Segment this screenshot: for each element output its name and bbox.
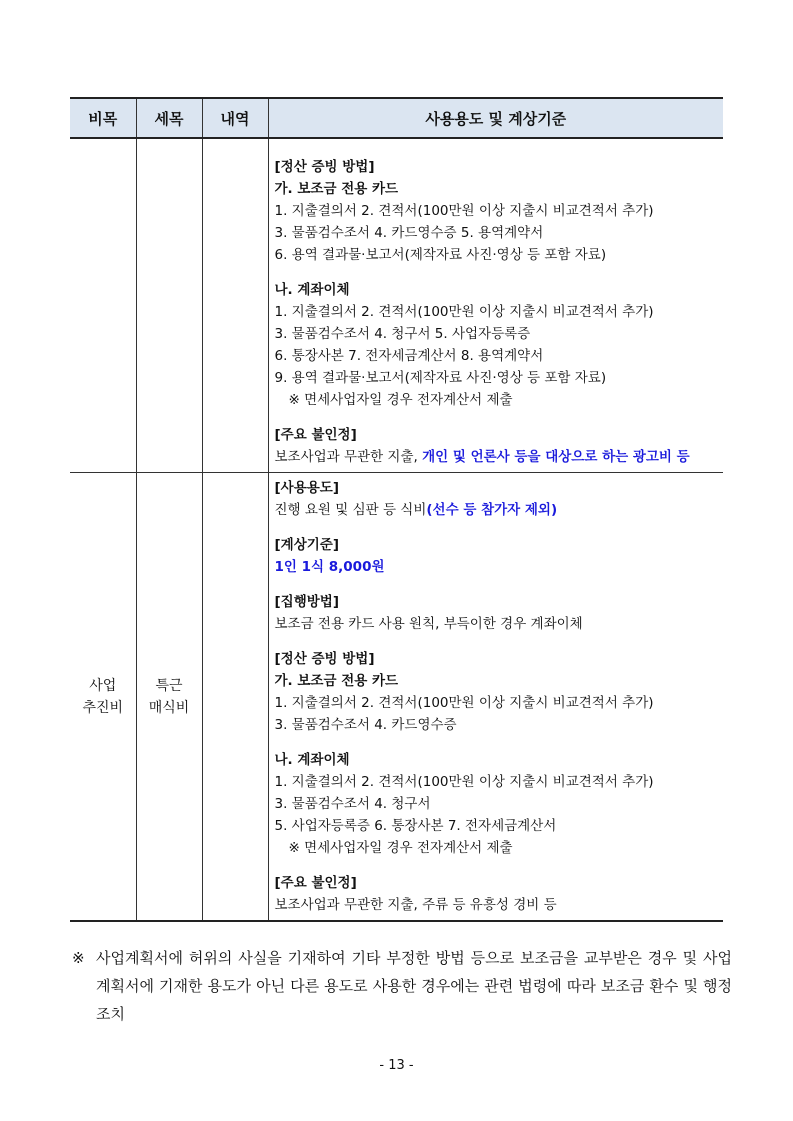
budget-table [70,97,723,922]
list-item: 3. 물품검수조서 4. 청구서 [274,796,431,812]
table-row [70,473,723,922]
table-header-row [70,98,723,138]
basis-value: 1인 1식 8,000원 [274,559,385,575]
list-item: 3. 물품검수조서 4. 청구서 5. 사업자등록증 [274,326,531,342]
card-method-title: 가. 보조금 전용 카드 [274,181,399,197]
tax-exempt-note: ※ 면세사업자일 경우 전자계산서 제출 [288,840,513,856]
card-method-title: 가. 보조금 전용 카드 [274,673,399,689]
header-subcategory: 세목 [136,98,202,138]
list-item: 5. 사업자등록증 6. 통장사본 7. 전자세금계산서 [274,818,557,834]
ineligible-text [275,446,720,468]
row2-content-cell [268,473,723,922]
list-item: 1. 지출결의서 2. 견적서(100만원 이상 지출시 비교견적서 추가) [274,203,654,219]
ineligible-plain: 보조사업과 무관한 지출, [274,449,423,465]
transfer-method-title: 나. 계좌이체 [274,282,350,298]
transfer-method-title: 나. 계좌이체 [274,752,350,768]
row1-content-cell [268,138,723,473]
table-row [70,138,723,473]
usage-plain: 진행 요원 및 심판 등 식비 [274,502,427,518]
exec-heading: [집행방법] [274,594,340,610]
header-usage-criteria: 사용용도 및 계상기준 [268,98,723,138]
ineligible-text: 보조사업과 무관한 지출, 주류 등 유흥성 경비 등 [274,897,557,913]
subcategory-label: 특근 매식비 [148,677,190,716]
row1-item-cell [202,138,268,473]
ineligible-heading: [주요 불인정] [274,427,357,443]
tax-exempt-note: ※ 면세사업자일 경우 전자계산서 제출 [288,392,513,408]
category-label: 사업 추진비 [82,677,124,716]
header-category: 비목 [70,98,136,138]
row1-subcategory-cell [136,138,202,473]
usage-highlight: (선수 등 참가자 제외) [426,502,558,518]
list-item: 6. 용역 결과물·보고서(제작자료 사진·영상 등 포함 자료) [274,247,607,263]
footnote-mark: ※ [72,949,85,967]
row2-category-cell [70,473,136,922]
exec-text: 보조금 전용 카드 사용 원칙, 부득이한 경우 계좌이체 [274,616,583,632]
list-item: 1. 지출결의서 2. 견적서(100만원 이상 지출시 비교견적서 추가) [274,695,654,711]
footnote-text: 사업계획서에 허위의 사실을 기재하여 기타 부정한 방법 등으로 보조금을 교부받은 경우 및 사업계획서에 기재한 용도가 아닌 다른 용도로 사용한 경우에는 관련 법령에 따라 보조금 환수 및 행정조치 [96,949,732,1023]
settlement-heading: [정산 증빙 방법] [274,159,375,175]
list-item: 3. 물품검수조서 4. 카드영수증 5. 용역계약서 [274,225,544,241]
usage-text [275,499,720,521]
list-item: 6. 통장사본 7. 전자세금계산서 8. 용역계약서 [274,348,544,364]
usage-heading: [사용용도] [274,480,340,496]
row1-category-cell [70,138,136,473]
list-item: 3. 물품검수조서 4. 카드영수증 [274,717,457,733]
list-item: 1. 지출결의서 2. 견적서(100만원 이상 지출시 비교견적서 추가) [274,774,654,790]
settlement-heading: [정산 증빙 방법] [274,651,375,667]
list-item: 1. 지출결의서 2. 견적서(100만원 이상 지출시 비교견적서 추가) [274,304,654,320]
header-item: 내역 [202,98,268,138]
footnote [72,944,732,1028]
ineligible-highlight: 개인 및 언론사 등을 대상으로 하는 광고비 등 [422,449,690,465]
basis-heading: [계상기준] [274,537,340,553]
row2-subcategory-cell [136,473,202,922]
list-item: 9. 용역 결과물·보고서(제작자료 사진·영상 등 포함 자료) [274,370,607,386]
page-number: - 13 - [379,1058,414,1073]
row2-item-cell [202,473,268,922]
ineligible-heading: [주요 불인정] [274,875,357,891]
